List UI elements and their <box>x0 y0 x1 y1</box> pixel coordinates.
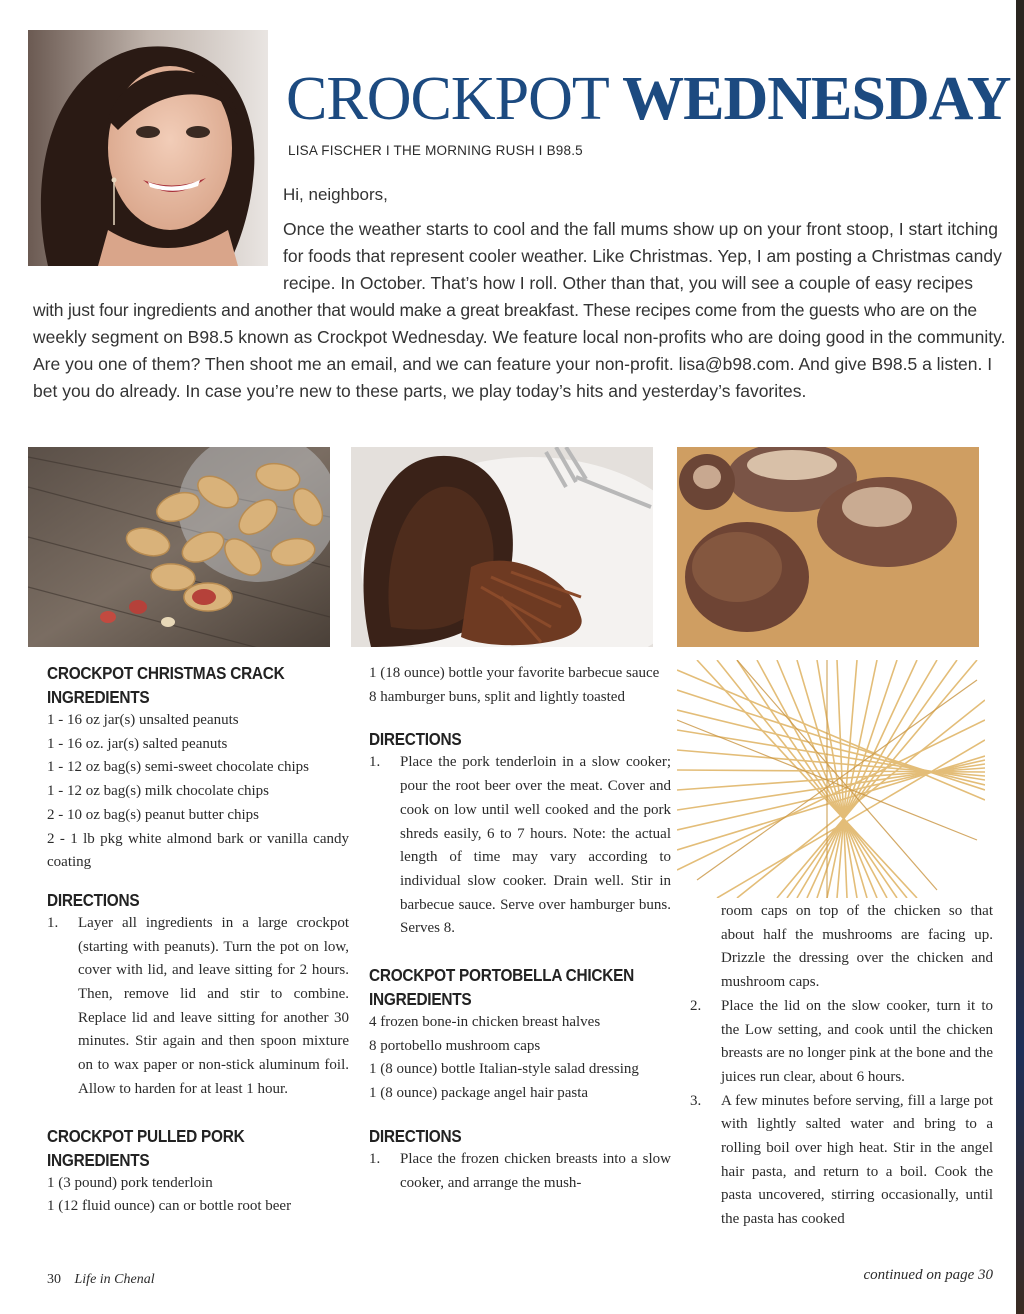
ingredients-heading: INGREDIENTS <box>47 1149 150 1170</box>
ingredient-item: 1 (3 pound) pork tenderloin <box>47 1174 213 1191</box>
ingredient-item: 8 hamburger buns, split and lightly toasted <box>369 688 625 705</box>
step-number: 3. <box>690 1092 702 1109</box>
direction-step <box>690 1090 993 1232</box>
magazine-name: Life in Chenal <box>74 1272 155 1287</box>
directions-heading: DIRECTIONS <box>369 1125 462 1146</box>
ingredient-item: 1 (18 ounce) bottle your favorite barbecue sauce <box>369 665 660 681</box>
intro-line: Are you one of them? Then shoot me an email, and we can feature your non-profit. lisa@b98.com. And give B98.5 a listen. I <box>33 354 993 374</box>
ingredient-item: 1 (8 ounce) package angel hair pasta <box>369 1085 589 1102</box>
ingredient-item: 1 (8 ounce) bottle Italian-style salad dressing <box>369 1061 639 1078</box>
step-text: Place the frozen chicken breasts into a slow cooker, and arrange the mush- <box>400 1150 671 1191</box>
direction-step <box>369 751 671 941</box>
step-text: Place the lid on the slow cooker, turn it to the Low setting, and cook until the chicken breasts are no longer pink at the bone and the juices run clear, about 6 hours. <box>721 997 993 1085</box>
step-text: room caps on top of the chicken so that about half the mushrooms are facing up. Drizzle the dressing over the chicken and mushroom caps. <box>721 903 993 991</box>
ingredient-item: 8 portobello mushroom caps <box>369 1037 541 1054</box>
direction-step <box>369 1148 671 1195</box>
page-edge-binding <box>1016 0 1024 1314</box>
byline: LISA FISCHER I THE MORNING RUSH I B98.5 <box>288 143 583 158</box>
recipe-column-2 <box>369 662 671 1195</box>
ingredient-item: 2 - 1 lb pkg white almond bark or vanilla candy coating <box>47 830 349 871</box>
ingredient-item: 1 (12 fluid ounce) can or bottle root beer <box>47 1198 292 1215</box>
intro-line: Once the weather starts to cool and the fall mums show up on your front stoop, I start itching <box>283 219 998 239</box>
step-text: Layer all ingredients in a large crockpot (starting with peanuts). Turn the pot on low, cover with lid, and leave sitting for 2 hours. Then, remove lid and stir to combine. Replace lid and leave sitting for another 30 minutes. Stir again and then spoon mixture on to wax paper or non-stick aluminum foil. Allow to harden for at least 1 hour. <box>78 914 349 1097</box>
ingredient-item: 1 - 16 oz jar(s) unsalted peanuts <box>47 712 239 728</box>
recipe-column-1 <box>47 661 349 1219</box>
intro-line: recipe. In October. That’s how I roll. Other than that, you will see a couple of easy recipes <box>283 273 973 293</box>
directions-heading: DIRECTIONS <box>369 729 462 750</box>
author-portrait <box>28 30 268 266</box>
peanuts-photo <box>28 447 330 647</box>
ingredient-item: 4 frozen bone-in chicken breast halves <box>369 1014 601 1031</box>
title-bold: WEDNESDAY <box>622 65 1011 133</box>
ingredient-item: 1 - 12 oz bag(s) milk chocolate chips <box>47 783 270 800</box>
ingredient-item: 2 - 10 oz bag(s) peanut butter chips <box>47 806 260 823</box>
directions-heading: DIRECTIONS <box>47 889 140 910</box>
page-footer <box>47 1272 155 1288</box>
pasta-photo <box>677 660 985 898</box>
step-text: A few minutes before serving, fill a large pot with lightly salted water and bring to a rolling boil over high heat. Stir in the angel hair pasta, and return to a boil. Cook the pasta uncovered, stirring occasionally, until the pasta has cooked <box>721 1092 993 1228</box>
ingredient-item: 1 - 12 oz bag(s) semi-sweet chocolate chips <box>47 759 309 776</box>
direction-step <box>47 912 349 1102</box>
recipe-title-pulled-pork: CROCKPOT PULLED PORK <box>47 1125 245 1146</box>
intro-greeting: Hi, neighbors, <box>283 185 388 204</box>
step-number: 1. <box>369 1150 381 1167</box>
intro-line: with just four ingredients and another that would make a great breakfast. These recipes come from the guests who are on the <box>33 300 977 320</box>
intro-line: weekly segment on B98.5 known as Crockpot Wednesday. We feature local non-profits who are doing good in the community. <box>33 327 1006 347</box>
ingredients-heading: INGREDIENTS <box>47 687 150 707</box>
recipe-title-christmas-crack: CROCKPOT CHRISTMAS CRACK <box>47 663 285 683</box>
recipe-title-portobella-chicken: CROCKPOT PORTOBELLA CHICKEN <box>369 965 634 986</box>
step-number: 2. <box>690 997 702 1014</box>
intro-line: bet you do already. In case you’re new to these parts, we play today’s hits and yesterday’s favorites. <box>33 381 807 401</box>
page-title <box>286 65 1011 133</box>
title-light: CROCKPOT <box>286 65 608 133</box>
step-number: 1. <box>369 754 381 771</box>
intro-line: for foods that represent cooler weather. Like Christmas. Yep, I am posting a Christmas candy <box>283 246 1002 266</box>
direction-step-continued <box>690 900 993 995</box>
ingredient-item: 1 - 16 oz. jar(s) salted peanuts <box>47 735 228 752</box>
recipe-column-3 <box>690 900 993 1232</box>
page-number: 30 <box>47 1272 61 1287</box>
ingredients-heading: INGREDIENTS <box>369 989 472 1010</box>
mushrooms-photo <box>677 447 979 647</box>
step-text: Place the pork tenderloin in a slow cooker; pour the root beer over the meat. Cover and cook on low until well cooked and the pork shreds easily, 6 to 7 hours. Note: the actual length of time may vary according to individual slow cooker. Drain well. Stir in barbecue sauce. Serve over hamburger buns. Serves 8. <box>400 754 671 937</box>
direction-step <box>690 995 993 1090</box>
continued-link[interactable]: continued on page 30 <box>863 1267 993 1283</box>
pulled-pork-photo <box>351 447 653 647</box>
step-number: 1. <box>47 914 59 931</box>
